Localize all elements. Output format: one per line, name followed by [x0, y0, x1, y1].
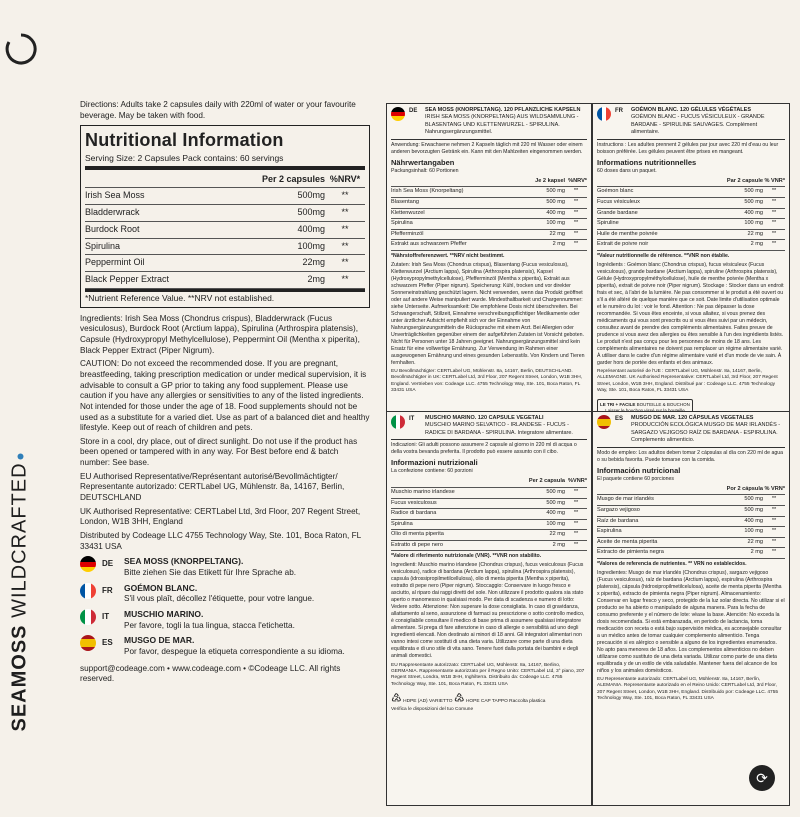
- panel-cell-name: Espirulina: [597, 527, 704, 538]
- panel-row: [391, 509, 587, 520]
- panel-cell-nrv: **: [565, 509, 587, 520]
- nf-cell-name: Peppermint Oil: [85, 255, 222, 272]
- panel-col-blank: [597, 485, 704, 495]
- panel-cell-nrv: **: [763, 495, 785, 506]
- flag-de-icon: [391, 107, 405, 121]
- panel-cell-amt: 400 mg: [502, 509, 565, 520]
- panel-header: [391, 107, 587, 140]
- panel-body-text: Ingrédients : Goémon blanc (Chondrus crispus), fucus vésiculeux (Fucus vesiculosus), grande bardane (Arctium lappa), spiruline (Arthrospira platensis), Gélule (Hydroxypropylméthylcellulose), huile de menthe poivrée (Mentha x piperita), extrait de poivre noir (Piper nigrum). Stockage : Stocker dans un endroit frais et sec, à l'abri de la lumière. Ne pas consommer si le produit a été ouvert ou s'il a été altéré de quelque manière que ce soit. Date limite d'utilisation optimale et le numéro du lot : voir le fond. Attention : Ne pas dépasser la dose recommandée. Si vous êtes enceinte, si vous allaitez, si vous prenez des médicaments qui vous sont prescrits ou si vous êtes suivi par un médecin, consultez avant de prendre des compléments alimentaires. Faites preuve de prudence si vous avez des allergies ou êtes sensible à l'un des ingrédients listés. Le produit n'est pas conçu pour les personnes de moins de 18 ans. Les compléments alimentaires ne doivent pas remplacer un régime alimentaire varié. À utiliser dans le cadre d'un régime alimentaire varié et d'un mode de vie sain. À garder hors de portée des enfants et des animaux.: [597, 261, 784, 366]
- panel-row: [597, 537, 785, 548]
- panel-cell-nrv: **: [763, 537, 785, 548]
- nf-cell-name: Bladderwrack: [85, 205, 222, 222]
- panel-footnote: *Valeur nutritionnelle de référence. **VNR non établie.: [597, 252, 730, 259]
- language-code: DE: [102, 559, 114, 569]
- brand-light: WILDCRAFTED: [8, 462, 31, 618]
- nf-cell-nrv: **: [325, 255, 365, 272]
- flag-it-icon: [391, 415, 405, 429]
- panel-lang-code: FR: [615, 108, 623, 114]
- panel-body-text: Zutaten: Irish Sea Moss (Chondrus crispus), Blasentang (Fucus vesiculosus), Klettenwurzel (Arctium lappa), Spirulina (Arthrospira platensis), Kapsel (Hydroxypropylmethylcellulose), Pfefferminzöl (Mentha x piperita), Extrakt aus schwarzem Pfeffer (Piper nigrum). Speicherung: Kühl, trocken und vor direkter Sonneneinstrahlung geschützt lagern. Nicht verwenden, wenn das Produkt geöffnet oder auf andere Weise manipuliert wurde. Mindesthaltbarkeit und Chargennummer: siehe Unterseite. Aufmerksamkeit: Die empfohlene Dosis nicht überschreiten. Bei Schwangerschaft, Stillzeit, Einnahme verschreibungspflichtiger Medikamente oder unter ärztlicher Aufsicht empfiehlt sich vor der Einnahme von Nahrungsergänzungsmitteln die Rücksprache mit einem Arzt. Bei Allergien oder Unverträglichkeiten gegenüber einem der aufgeführten Zutaten ist Vorsicht geboten. Nicht für Personen unter 18 Jahren geeignet. Nahrungsergänzungsmittel sind kein Ersatz für eine vollwertige Ernährung. Zur Verwendung im Rahmen einer ausgewogenen Ernährung und eines gesunden Lebensstils. Von Kindern und Tieren fernhalten.: [391, 261, 585, 366]
- panel-fr: [592, 103, 790, 425]
- panel-cell-name: Goémon blanc: [597, 187, 701, 198]
- panel-cell-amt: 500 mg: [502, 487, 565, 498]
- panel-cell-amt: 500 mg: [516, 187, 565, 198]
- panel-de: [386, 103, 592, 425]
- panel-row: [597, 495, 785, 506]
- panel-row: [391, 240, 587, 251]
- panel-cell-nrv: **: [565, 240, 587, 251]
- panel-row: [391, 540, 587, 551]
- panel-row: [597, 527, 785, 538]
- panel-header: [597, 107, 785, 140]
- panel-row: [391, 229, 587, 240]
- panel-row: [391, 219, 587, 230]
- language-code: ES: [102, 638, 113, 648]
- panel-row: [391, 487, 587, 498]
- panel-cell-nrv: **: [565, 530, 587, 541]
- language-instruction: Por favor, despegue la etiqueta correspondiente a su idioma.: [124, 646, 345, 656]
- panel-body-text: Ingredienti: Muschio marino irlandese (Chondrus crispus), fucus vesiculosus (Fucus vesiculosus), radice di bardana (Arctium lappa), spirulina (Arthrospira platensis), capsula (idrossipropilmetilcellulosa), olio di menta piperita (Mentha x piperita), estratto di pepe nero (Piper nigrum). Stoccaggio: Conservare in luogo fresco e asciutto, al riparo dai raggi diretti del sole. Non utilizzare il prodotto qualora sia stato aperto o manomesso in qualsiasi modo. Per data di scadenza e numero di lotto: Vedere sotto. Attenzione: Non superare la dose consigliata. In caso di gravidanza, allattamento al seno, assunzione di farmaci su prescrizione o sotto controllo medico, è consigliabile consultare il medico di base prima di assumere qualsiasi integratore alimentare. Si prega di fare attenzione in caso di allergie o sensibilità ad uno degli ingredienti elencati. Non destinato ai minori di 18 anni. Gli integratori alimentari non vanno intesi come sostituti di una dieta varia. Utilizzare come parte di una dieta equilibrata e di uno stile di vita sano. Tenere fuori dalla portata dei bambini e degli animali domestici.: [391, 562, 585, 660]
- panel-row: [597, 219, 785, 230]
- panel-subtitle: GOÉMON BLANC - FUCUS VÉSICULEUX - GRANDE BARDANE - SPIRULINE SAUVAGES. Complément alimentaire.: [631, 114, 765, 136]
- nf-row: [85, 238, 365, 255]
- nf-cell-nrv: **: [325, 238, 365, 255]
- triman-item: BOUTEILLE & BOUCHON: [636, 401, 690, 407]
- language-text: [124, 556, 296, 578]
- panel-cell-name: Radice di bardana: [391, 509, 502, 520]
- panel-col-per: Por 2 cápsula: [704, 485, 763, 495]
- panel-lang-code: IT: [409, 416, 415, 422]
- panel-subtitle: IRISH SEA MOSS (KNORPELTANG) AUS WILDSAMMLUNG - BLASENTANG UND KLETTENWURZEL - SPIRULINA. Nahrungsergänzungsmittel.: [425, 114, 579, 136]
- panel-title-block: [425, 415, 587, 437]
- nf-cell-amt: 500mg: [222, 188, 325, 205]
- language-code: IT: [102, 612, 110, 622]
- panel-title: SEA MOSS (KNORPELTANG). 120 PFLANZLICHE KAPSELN: [425, 107, 581, 113]
- panel-cell-nrv: **: [565, 519, 587, 530]
- nf-row: [85, 188, 365, 205]
- panel-col-nrv: %VNR*: [565, 477, 587, 487]
- panel-cell-name: Extrait de poivre noir: [597, 240, 701, 251]
- distributor: Distributed by Codeage LLC 4755 Technology Way, Ste. 101, Boca Raton, FL 33431 USA: [80, 531, 361, 551]
- panel-nutrition-table: [597, 177, 785, 251]
- panel-row: [391, 519, 587, 530]
- panel-cell-nrv: **: [763, 548, 785, 559]
- triman-title: LE TRI + FACILE: [600, 401, 636, 407]
- panel-cell-nrv: **: [763, 208, 785, 219]
- panel-col-nrv: % VRN*: [763, 485, 785, 495]
- panel-cell-name: Raíz de bardana: [597, 516, 704, 527]
- panel-cell-name: Spiruline: [597, 219, 701, 230]
- nf-cell-amt: 400mg: [222, 221, 325, 238]
- language-instruction: Per favore, togli la tua lingua, stacca l'etichetta.: [124, 620, 295, 630]
- flag-it-icon: [80, 609, 96, 625]
- panel-title: MUSCHIO MARINO. 120 CAPSULE VEGETALI: [425, 415, 544, 421]
- nf-cell-amt: 100mg: [222, 238, 325, 255]
- panel-pack: El paquete contiene 60 porciones: [597, 475, 675, 482]
- nf-footnote: *Nutrient Reference Value. **NRV not established.: [85, 289, 365, 304]
- nf-row: [85, 255, 365, 272]
- panel-cell-nrv: **: [763, 240, 785, 251]
- language-list: [80, 556, 370, 657]
- panel-cell-nrv: **: [763, 229, 785, 240]
- panel-cell-nrv: **: [565, 498, 587, 509]
- panel-cell-amt: 2 mg: [502, 540, 565, 551]
- nutrition-facts: [80, 125, 370, 307]
- panel-row: [391, 197, 587, 208]
- nf-cell-nrv: **: [325, 221, 365, 238]
- panel-cell-name: Estratto di pepe nero: [391, 540, 502, 551]
- panel-header: [391, 415, 587, 440]
- panel-title: GOÉMON BLANC. 120 GÉLULES VÉGÉTALES: [631, 107, 751, 113]
- panel-footnote: *Valores de referencia de nutrientes. ** VRN no establecidos.: [597, 560, 747, 567]
- panel-directions: Anwendung: Erwachsene nehmen 2 Kapseln täglich mit 220 ml Wasser oder einem anderen bevorzugten Getränk ein. Kann mit den Mahlzeiten eingenommen werden.: [391, 141, 583, 155]
- panel-row: [391, 208, 587, 219]
- panel-rep: EU Representante autorizado: CERTLabel UG, Mühlenstr. 8a, 14167, Berlín, ALEMANIA. Representante autorizado en el Reino Unido: CERTLabel Ltd, 3rd Floor, 207 Regent Street, London, W1B 3HH, England. Distribuido por: Codeage LLC. 4755 Technology Way, Ste. 101, Boca Raton, FL 33431 USA: [597, 676, 779, 702]
- panel-row: [391, 498, 587, 509]
- storage: Store in a cool, dry place, out of direct sunlight. Do not use if the product has been opened or tampered with in any way. For Best before end & batch number: See base.: [80, 436, 358, 468]
- panel-cell-amt: 100 mg: [502, 519, 565, 530]
- eu-rep: EU Authorised Representative/Représentant autorisé/Bevollmächtigter/ Representante autorizado: CERTLabel UG, Mühlenstr. 8a, 14167, Berlin, DEUTSCHLAND: [80, 471, 345, 503]
- panel-nutrition-table: [597, 485, 785, 559]
- panel-cell-amt: 500 mg: [516, 197, 565, 208]
- panel-cell-name: Extrakt aus schwarzem Pfeffer: [391, 240, 516, 251]
- panel-cell-name: Blasentang: [391, 197, 516, 208]
- panel-title-block: [425, 107, 587, 137]
- panel-col-nrv: % VNR*: [763, 177, 785, 187]
- recycle-label: Raccolta plastica: [509, 699, 546, 705]
- panel-cell-name: Spirulina: [391, 219, 516, 230]
- panel-body-text: Ingredientes: Musgo de mar irlandés (Chondrus crispus), sargazo vejigoso (Fucus vesiculosus), raíz de bardana (Arctium lappa), espirulina (Arthrospira platensis), cápsula (hidroxipropilmetilcelulosa), aceite de menta piperita (Mentha x piperita), extracto de pimienta negra (Piper nigrum). Almacenamiento: Conservar en lugar fresco y seco, protegido de la luz solar directa. No utilizar si el producto se ha abierto o manipulado de alguna manera. Para la fecha de consumo preferente y el número de lote: véase la base. Atención: No exceda la dosis recomendada. Si está embarazada, en periodo de lactancia, toma medicación con receta o está bajo supervisión médica, es aconsejable consultar a un médico antes de tomar cualquier complemento alimenticio. Tenga precaución si es alérgico o sensible a alguno de los ingredientes enumerados. No apto para menores de 18 años. Los complementos alimenticios no deben utilizarse como sustituto de una dieta variada. Utilizar como parte de una dieta equilibrada y de un estilo de vida saludable. Mantener fuera del alcance de los niños y los animales domésticos.: [597, 569, 785, 674]
- panel-row: [597, 208, 785, 219]
- panel-cell-name: Muschio marino irlandese: [391, 487, 502, 498]
- brand-vertical: [9, 412, 32, 732]
- panel-row: [597, 229, 785, 240]
- panel-directions: Indicazioni: Gli adulti possono assumere 2 capsule al giorno in 220 ml di acqua o della vostra bevanda preferita. Il prodotto può essere assunto con il cibo.: [391, 442, 577, 456]
- brand-dot: [17, 453, 23, 459]
- uk-rep: UK Authorised Representative: CERTLabel Ltd, 3rd Floor, 207 Regent Street, London, W1B 3HH, England: [80, 506, 361, 527]
- panel-cell-name: Extracto de pimienta negra: [597, 548, 704, 559]
- panel-cell-name: Sargazo vejigoso: [597, 505, 704, 516]
- panel-cell-name: Fucus vésiculeux: [597, 197, 701, 208]
- language-item: [80, 556, 370, 578]
- panel-rep: EU Rappresentante autorizzato: CERTLabel UG, Mühlenstr. 8a, 14167, Berlino, GERMANIA. Rappresentante autorizzato per il Regno Unito: CERTLabel Ltd, 3° piano, 207 Regent Street, Londra, W1B 3HH, Inghilterra. Distribuito da: Codeage LLC. 4755 Technology Way, Ste. 101, Boca Raton, FL 33431 USA: [391, 662, 585, 687]
- panel-lang-code: DE: [409, 108, 418, 114]
- panel-col-blank: [597, 177, 701, 187]
- language-text: [124, 609, 295, 631]
- language-title: MUSGO DE MAR.: [124, 635, 195, 646]
- panel-cell-amt: 400 mg: [704, 516, 763, 527]
- panel-cell-name: Musgo de mar irlandés: [597, 495, 704, 506]
- nf-title: Nutritional Information: [85, 130, 284, 151]
- panel-cell-nrv: **: [565, 208, 587, 219]
- panel-cell-amt: 500 mg: [701, 197, 763, 208]
- nf-serving: Serving Size: 2 Capsules Pack contains: 60 servings: [85, 153, 365, 170]
- flag-fr-icon: [80, 583, 96, 599]
- panel-nutrition-table: [391, 177, 587, 251]
- panel-pack: 60 doses dans un paquet.: [597, 167, 657, 174]
- language-text: [124, 635, 345, 657]
- panel-cell-name: Irish Sea Moss (Knorpeltang): [391, 187, 516, 198]
- nf-table: [85, 172, 365, 289]
- panel-nutrition-heading: Información nutricional: [597, 465, 681, 475]
- language-instruction: S'il vous plaît, décollez l'étiquette, pour votre langue.: [124, 594, 315, 604]
- nf-cell-nrv: **: [325, 188, 365, 205]
- flag-fr-icon: [597, 107, 611, 121]
- panel-cell-amt: 100 mg: [701, 219, 763, 230]
- panel-title-block: [631, 107, 785, 137]
- panel-cell-name: Grande bardane: [597, 208, 701, 219]
- panel-pack: Packungsinhalt: 60 Portionen: [391, 167, 459, 174]
- panel-subtitle: MUSCHIO MARINO SELVATICO - IRLANDESE - FUCUS - RADICE DI BARDANA - SPIRULINA. Integratore alimentare.: [425, 422, 573, 436]
- nf-cell-name: Spirulina: [85, 238, 222, 255]
- support-line: support@codeage.com • www.codeage.com • ©Codeage LLC. All rights reserved.: [80, 663, 341, 684]
- language-item: [80, 635, 370, 657]
- panel-cell-name: Olio di menta piperita: [391, 530, 502, 541]
- panel-cell-nrv: **: [565, 229, 587, 240]
- nf-row: [85, 271, 365, 288]
- nf-cell-nrv: **: [325, 271, 365, 288]
- panel-cell-nrv: **: [763, 527, 785, 538]
- panel-cell-amt: 400 mg: [516, 208, 565, 219]
- panel-cell-amt: 22 mg: [516, 229, 565, 240]
- recycle-code-1: HDPE (AD) VARIETTO: [403, 699, 453, 705]
- panel-col-per: Par 2 capsule: [701, 177, 763, 187]
- panel-lang-code: ES: [615, 416, 624, 422]
- english-label: [80, 100, 370, 688]
- panel-es: [592, 411, 790, 806]
- panel-nutrition-heading: Nährwertangaben: [391, 157, 455, 167]
- panel-row: [391, 187, 587, 198]
- panel-cell-amt: 2 mg: [704, 548, 763, 559]
- panel-cell-amt: 400 mg: [701, 208, 763, 219]
- panel-col-blank: [391, 177, 516, 187]
- nf-cell-name: Irish Sea Moss: [85, 188, 222, 205]
- panel-footnote: *Nährstoffreferenzwert. **NRV nicht bestimmt.: [391, 252, 505, 259]
- recycle-note: Verifica le disposizioni del tuo Comune: [391, 706, 474, 712]
- panel-nutrition-table: [391, 477, 587, 551]
- panel-cell-nrv: **: [565, 197, 587, 208]
- panel-cell-nrv: **: [763, 505, 785, 516]
- panel-cell-amt: 2 mg: [701, 240, 763, 251]
- panel-nutrition-heading: Informazioni nutrizionali: [391, 458, 478, 468]
- recycle-code-2: HOPE CAP TAPPO: [465, 699, 508, 705]
- panel-col-per: Per 2 capsula: [502, 477, 565, 487]
- flag-de-icon: [80, 556, 96, 572]
- language-title: MUSCHIO MARINO.: [124, 609, 204, 620]
- panel-directions: Modo de empleo: Los adultos deben tomar 2 cápsulas al día con 220 ml de agua o su bebida favorita. Puede tomarse con la comida.: [597, 449, 784, 463]
- panel-rep: Représentant autorisé de l'UE : CERTLabel UG, Mühlenstr. 8a, 14167, Berlin, ALLEMAGNE. UK Authorised Representative: CERTLabel Ltd, 3rd Floor, 207 Regent Street, London, W1B 3HH, England. Distribué par : Codeage LLC. 4755 Technology Way, Ste. 101, Boca Raton, FL 33431 USA: [597, 368, 778, 394]
- panel-cell-name: Pfefferminzöl: [391, 229, 516, 240]
- brand-logo-ring: [4, 32, 38, 66]
- panel-cell-nrv: **: [565, 219, 587, 230]
- panel-cell-nrv: **: [763, 516, 785, 527]
- panel-col-per: Je 2 kapsel: [516, 177, 565, 187]
- panel-title-block: [631, 415, 785, 445]
- flag-es-icon: [80, 635, 96, 651]
- panel-cell-nrv: **: [565, 187, 587, 198]
- panel-col-nrv: %NRV*: [565, 177, 587, 187]
- panel-cell-name: Spirulina: [391, 519, 502, 530]
- panel-cell-name: Fucus vesiculosus: [391, 498, 502, 509]
- panel-cell-name: Huile de menthe poivrée: [597, 229, 701, 240]
- language-item: [80, 609, 370, 631]
- panel-cell-amt: 22 mg: [704, 537, 763, 548]
- panel-cell-nrv: **: [763, 197, 785, 208]
- panel-cell-amt: 22 mg: [701, 229, 763, 240]
- language-item: [80, 583, 370, 605]
- panel-cell-amt: 100 mg: [516, 219, 565, 230]
- language-title: SEA MOSS (KNORPELTANG).: [124, 556, 244, 567]
- panel-row: [597, 187, 785, 198]
- panel-row: [597, 548, 785, 559]
- panel-cell-nrv: **: [565, 540, 587, 551]
- panel-cell-name: Aceite de menta piperita: [597, 537, 704, 548]
- panel-cell-amt: 500 mg: [704, 505, 763, 516]
- nf-row: [85, 221, 365, 238]
- brand-bold: SEAMOSS: [8, 624, 31, 732]
- panel-cell-nrv: **: [763, 187, 785, 198]
- panel-cell-amt: 500 mg: [704, 495, 763, 506]
- panel-cell-nrv: **: [763, 219, 785, 230]
- panel-cell-amt: 100 mg: [704, 527, 763, 538]
- panel-subtitle: PRODUCCIÓN ECOLÓGICA MUSGO DE MAR IRLANDÉS - SARGAZO VEJIGOSO RAÍZ DE BARDANA - ESPIRULINA. Complemento alimenticio.: [631, 422, 781, 444]
- language-title: GOÉMON BLANC.: [124, 582, 198, 593]
- panel-row: [597, 240, 785, 251]
- language-instruction: Bitte ziehen Sie das Etikett für Ihre Sprache ab.: [124, 568, 297, 578]
- panel-row: [597, 516, 785, 527]
- panel-cell-name: Klettenwurzel: [391, 208, 516, 219]
- recycle-triangle-icon: ♴: [453, 691, 465, 706]
- panel-title: MUSGO DE MAR. 120 CÁPSULAS VEGETALES: [631, 415, 754, 421]
- panel-row: [597, 197, 785, 208]
- panel-cell-amt: 2 mg: [516, 240, 565, 251]
- nf-cell-amt: 500mg: [222, 205, 325, 222]
- panel-col-blank: [391, 477, 502, 487]
- recycling-block: [391, 690, 587, 713]
- flag-es-icon: [597, 415, 611, 429]
- panel-cell-nrv: **: [565, 487, 587, 498]
- language-code: FR: [102, 585, 113, 595]
- recycle-triangle-icon: ♴: [391, 691, 402, 706]
- nf-col-nrv: %NRV*: [325, 172, 365, 188]
- nf-row: [85, 205, 365, 222]
- panel-row: [597, 505, 785, 516]
- panel-cell-amt: 500 mg: [502, 498, 565, 509]
- nf-cell-amt: 22mg: [222, 255, 325, 272]
- panel-rep: EU Bevollmächtigter: CERTLabel UG, Mühlenstr. 8a, 14167, Berlin, DEUTSCHLAND. Bevollmächtigter in UK: CERTLabel Ltd, 3rd Floor, 207 Regent Street, London, W1B 3HH, England. Vertrieben von: Codeage LLC. 4755 Technology Way, Ste. 101, Boca Raton, FL 33431 USA: [391, 368, 583, 394]
- nf-cell-name: Burdock Root: [85, 221, 222, 238]
- panel-cell-amt: 22 mg: [502, 530, 565, 541]
- language-text: [124, 583, 314, 605]
- panel-cell-amt: 500 mg: [701, 187, 763, 198]
- nf-cell-amt: 2mg: [222, 271, 325, 288]
- panel-directions: Instructions : Les adultes prennent 2 gélules par jour avec 220 ml d'eau ou leur boisson préférée. Les gélules peuvent être prises en mangeant.: [597, 141, 779, 155]
- panel-row: [391, 530, 587, 541]
- nf-cell-name: Black Pepper Extract: [85, 271, 222, 288]
- panel-it: [386, 411, 592, 806]
- panel-footnote: *Valore di riferimento nutrizionale (VNR). **VNR non stabilito.: [391, 553, 542, 560]
- panel-nutrition-heading: Informations nutritionnelles: [597, 157, 697, 167]
- caution: CAUTION: Do not exceed the recommended dose. If you are pregnant, breastfeeding, taking prescription medication or under medical supervision, it is advisable to consult a GP prior to taking any food supplement. Please use caution if you have any allergies or sensitivities to any of the listed ingredients. Not intended for those under the age of 18. Food supplements should not be used as a substitute for a varied diet. Use as part of a balanced diet and healthy lifestyle. Keep out of reach of children and pets.: [80, 359, 370, 433]
- nf-cell-nrv: **: [325, 205, 365, 222]
- green-dot-icon: ⟳: [749, 765, 775, 791]
- nf-col-per: Per 2 capsules: [222, 172, 325, 188]
- directions: Directions: Adults take 2 capsules daily with 220ml of water or your favourite beverage. May be taken with food.: [80, 100, 356, 120]
- panel-header: [597, 415, 785, 448]
- ingredients: Ingredients: Irish Sea Moss (Chondrus crispus), Bladderwrack (Fucus vesiculosus), Burdock Root (Arctium lappa), Spirulina (Arthrospira platensis), Capsule (Hydroxypropyl Methylcellulose), Peppermint Oil (Mentha x piperita), Black Pepper Extract (Piper Nigrum).: [80, 313, 360, 355]
- panel-pack: La confezione contiene: 60 porzioni: [391, 468, 473, 475]
